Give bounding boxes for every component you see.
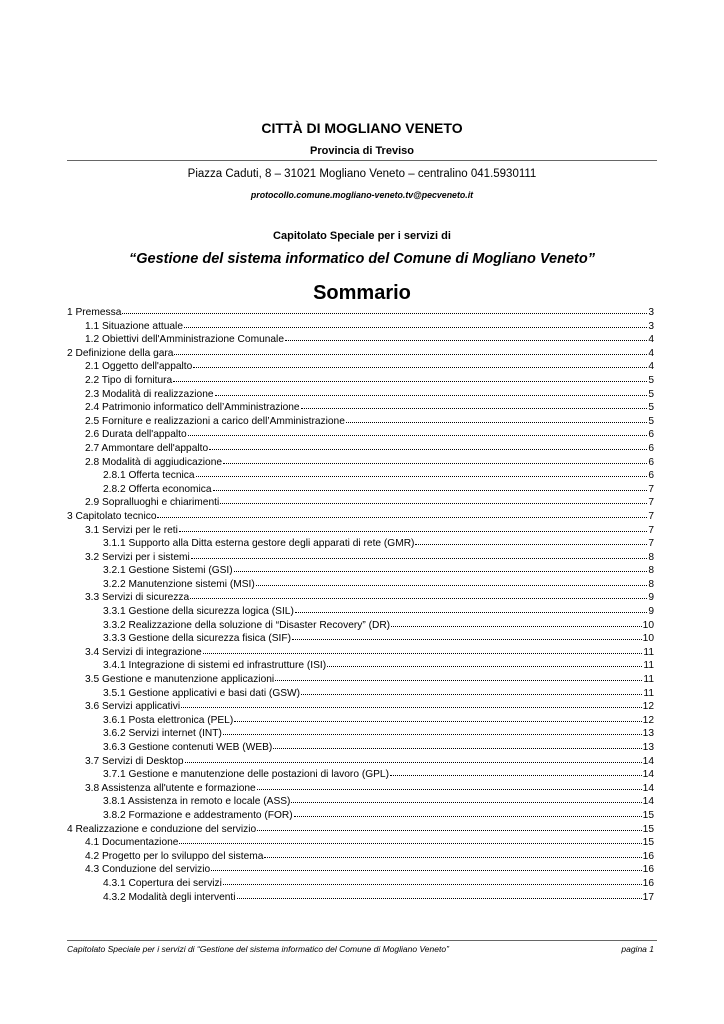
toc-entry-page: 5 (648, 374, 654, 386)
table-of-contents (67, 306, 654, 904)
toc-dot-leader (215, 387, 648, 396)
toc-entry-page: 17 (642, 891, 654, 903)
toc-entry[interactable] (67, 578, 654, 592)
toc-entry-page: 3 (648, 307, 654, 318)
toc-entry-label: 4.3.2 Modalità degli interventi (103, 891, 236, 903)
toc-entry-label: 2 Definizione della gara (67, 347, 174, 359)
toc-entry-label: 2.8.1 Offerta tecnica (103, 470, 195, 482)
header-divider (67, 160, 657, 161)
toc-entry-label: 3.6.2 Servizi internet (INT) (103, 728, 222, 740)
toc-entry-page: 13 (642, 728, 654, 740)
toc-dot-leader (237, 890, 642, 899)
toc-entry[interactable] (67, 863, 654, 877)
toc-entry-label: 4.3 Conduzione del servizio (85, 864, 211, 876)
toc-entry-label: 2.7 Ammontare dell'appalto (85, 442, 209, 454)
toc-entry[interactable] (67, 741, 654, 755)
toc-entry-page: 13 (642, 742, 654, 753)
toc-dot-leader (273, 740, 641, 749)
toc-entry[interactable] (67, 700, 654, 714)
toc-entry[interactable] (67, 347, 654, 361)
toc-dot-leader (220, 495, 647, 504)
toc-entry[interactable] (67, 891, 654, 905)
toc-dot-leader (223, 455, 647, 464)
toc-entry-label: 3.6.3 Gestione contenuti WEB (WEB) (103, 742, 273, 753)
toc-entry-label: 3 Capitolato tecnico (67, 510, 157, 522)
toc-entry-page: 7 (648, 497, 654, 509)
toc-dot-leader (346, 414, 647, 423)
toc-entry[interactable] (67, 727, 654, 741)
toc-dot-leader (292, 631, 642, 640)
toc-entry-page: 14 (642, 769, 654, 781)
toc-entry-label: 2.1 Oggetto dell'appalto (85, 361, 193, 373)
toc-entry[interactable] (67, 673, 654, 687)
toc-entry[interactable] (67, 551, 654, 565)
toc-dot-leader (209, 441, 647, 450)
toc-entry-page: 4 (648, 334, 654, 346)
toc-entry-label: 4 Realizzazione e conduzione del servizio (67, 823, 257, 835)
toc-entry[interactable] (67, 619, 654, 633)
toc-entry-label: 3.3.1 Gestione della sicurezza logica (SIL) (103, 606, 294, 618)
toc-dot-leader (122, 305, 647, 314)
toc-entry-label: 1 Premessa (67, 307, 122, 318)
toc-entry[interactable] (67, 537, 654, 551)
toc-entry-label: 3.8.1 Assistenza in remoto e locale (ASS) (103, 796, 291, 808)
toc-entry-page: 5 (648, 415, 654, 427)
toc-entry-label: 3.7.1 Gestione e manutenzione delle postazioni di lavoro (GPL) (103, 769, 389, 781)
toc-entry[interactable] (67, 360, 654, 374)
toc-dot-leader (223, 726, 642, 735)
toc-entry-label: 2.9 Sopralluoghi e chiarimenti (85, 497, 220, 509)
toc-entry-label: 2.8 Modalità di aggiudicazione (85, 456, 223, 468)
toc-dot-leader (234, 713, 641, 722)
toc-entry-page: 7 (648, 524, 654, 536)
toc-entry-label: 3.3.2 Realizzazione della soluzione di “Disaster Recovery” (DR) (103, 619, 391, 631)
toc-entry[interactable] (67, 388, 654, 402)
toc-entry[interactable] (67, 442, 654, 456)
toc-entry[interactable] (67, 333, 654, 347)
toc-entry[interactable] (67, 456, 654, 470)
toc-entry-page: 10 (642, 633, 654, 645)
toc-entry-page: 5 (648, 402, 654, 414)
toc-entry[interactable] (67, 320, 654, 334)
toc-dot-leader (291, 794, 641, 803)
toc-entry[interactable] (67, 782, 654, 796)
toc-entry-label: 3.8 Assistenza all'utente e formazione (85, 782, 256, 794)
toc-entry-page: 16 (642, 877, 654, 889)
toc-dot-leader (415, 536, 647, 545)
toc-entry[interactable] (67, 605, 654, 619)
toc-entry[interactable] (67, 591, 654, 605)
toc-entry-page: 16 (642, 864, 654, 876)
toc-entry-page: 3 (648, 320, 654, 332)
toc-dot-leader (179, 523, 647, 532)
toc-dot-leader (264, 849, 641, 858)
toc-entry[interactable] (67, 714, 654, 728)
toc-entry[interactable] (67, 524, 654, 538)
toc-entry-label: 3.1 Servizi per le reti (85, 524, 178, 536)
toc-entry-page: 15 (642, 823, 654, 835)
toc-entry-page: 9 (648, 606, 654, 618)
toc-entry-page: 11 (643, 687, 654, 699)
toc-entry-page: 14 (642, 796, 654, 808)
page-footer (67, 944, 654, 954)
toc-entry-label: 3.5 Gestione e manutenzione applicazioni (85, 674, 275, 686)
toc-entry-label: 3.2.2 Manutenzione sistemi (MSI) (103, 578, 255, 590)
toc-entry-page: 6 (648, 456, 654, 468)
toc-entry-page: 7 (648, 483, 654, 495)
toc-dot-leader (285, 332, 647, 341)
toc-dot-leader (391, 618, 642, 627)
toc-dot-leader (275, 672, 642, 681)
capitolato-subtitle: Capitolato Speciale per i servizi di (273, 230, 451, 242)
toc-dot-leader (301, 400, 648, 409)
toc-entry-page: 7 (648, 538, 654, 550)
toc-entry[interactable] (67, 877, 654, 891)
toc-entry-page: 5 (648, 388, 654, 400)
toc-dot-leader (294, 808, 642, 817)
toc-entry-page: 14 (642, 755, 654, 767)
document-title: “Gestione del sistema informatico del Comune di Mogliano Veneto” (129, 251, 595, 267)
toc-entry-page: 12 (642, 714, 654, 726)
toc-entry-label: 4.1 Documentazione (85, 837, 179, 849)
toc-dot-leader (223, 876, 642, 885)
toc-entry[interactable] (67, 755, 654, 769)
toc-dot-leader (213, 482, 648, 491)
toc-entry-label: 2.5 Forniture e realizzazioni a carico dell’Amministrazione (85, 415, 345, 427)
toc-entry-page: 6 (648, 429, 654, 441)
toc-entry[interactable] (67, 823, 654, 837)
toc-dot-leader (256, 577, 648, 586)
toc-entry[interactable] (67, 306, 654, 320)
toc-entry-page: 9 (648, 592, 654, 604)
toc-entry-label: 3.6 Servizi applicativi (85, 701, 181, 713)
toc-entry[interactable] (67, 687, 654, 701)
toc-entry[interactable] (67, 850, 654, 864)
toc-entry-label: 4.3.1 Copertura dei servizi (103, 877, 222, 889)
toc-entry-page: 4 (648, 347, 654, 359)
city-name: CITTÀ DI MOGLIANO VENETO (261, 120, 463, 136)
toc-entry-page: 8 (648, 565, 654, 577)
toc-entry[interactable] (67, 469, 654, 483)
toc-entry-label: 2.3 Modalità di realizzazione (85, 388, 214, 400)
toc-dot-leader (190, 590, 647, 599)
toc-entry-page: 11 (643, 674, 654, 686)
toc-entry-label: 3.3.3 Gestione della sicurezza fisica (SIF) (103, 633, 291, 645)
toc-dot-leader (185, 754, 642, 763)
toc-dot-leader (327, 658, 642, 667)
toc-entry[interactable] (67, 374, 654, 388)
toc-dot-leader (157, 509, 647, 518)
toc-entry-label: 2.8.2 Offerta economica (103, 483, 212, 495)
toc-dot-leader (257, 781, 642, 790)
toc-dot-leader (173, 373, 647, 382)
address-line: Piazza Caduti, 8 – 31021 Mogliano Veneto – centralino 041.5930111 (187, 168, 537, 180)
toc-entry-label: 3.7 Servizi di Desktop (85, 755, 184, 767)
toc-dot-leader (179, 835, 641, 844)
toc-entry-label: 1.2 Obiettivi dell'Amministrazione Comunale (85, 334, 284, 346)
toc-entry-page: 15 (642, 809, 654, 821)
toc-dot-leader (184, 319, 647, 328)
toc-entry[interactable] (67, 483, 654, 497)
toc-entry-page: 6 (648, 442, 654, 454)
toc-entry-label: 3.2 Servizi per i sistemi (85, 551, 190, 563)
toc-dot-leader (203, 645, 643, 654)
toc-heading: Sommario (313, 282, 411, 304)
toc-entry-label: 2.6 Durata dell'appalto (85, 429, 187, 441)
toc-dot-leader (196, 468, 648, 477)
toc-entry-page: 7 (648, 510, 654, 522)
toc-entry-page: 11 (643, 646, 654, 658)
toc-entry-label: 3.1.1 Supporto alla Ditta esterna gestore degli apparati di rete (GMR) (103, 538, 415, 550)
toc-entry-page: 10 (642, 619, 654, 631)
toc-dot-leader (301, 686, 642, 695)
toc-entry-page: 11 (643, 660, 654, 672)
toc-dot-leader (257, 822, 642, 831)
footer-title: Capitolato Speciale per i servizi di “Gestione del sistema informatico del Comune di Mogliano Veneto” (67, 944, 449, 954)
toc-dot-leader (191, 550, 648, 559)
toc-entry-page: 12 (642, 701, 654, 713)
toc-entry[interactable] (67, 809, 654, 823)
toc-dot-leader (181, 699, 642, 708)
toc-entry[interactable] (67, 496, 654, 510)
toc-entry-page: 6 (648, 470, 654, 482)
toc-entry[interactable] (67, 401, 654, 415)
toc-entry-label: 3.3 Servizi di sicurezza (85, 592, 190, 604)
toc-entry[interactable] (67, 564, 654, 578)
toc-entry[interactable] (67, 646, 654, 660)
toc-entry-label: 3.6.1 Posta elettronica (PEL) (103, 714, 234, 726)
toc-entry-label: 3.5.1 Gestione applicativi e basi dati (GSW) (103, 687, 301, 699)
toc-entry[interactable] (67, 768, 654, 782)
toc-entry[interactable] (67, 795, 654, 809)
toc-dot-leader (234, 563, 648, 572)
toc-entry[interactable] (67, 632, 654, 646)
toc-entry[interactable] (67, 659, 654, 673)
toc-entry-page: 15 (642, 837, 654, 849)
toc-entry[interactable] (67, 428, 654, 442)
toc-dot-leader (390, 767, 642, 776)
toc-entry-label: 3.4 Servizi di integrazione (85, 646, 202, 658)
province-name: Provincia di Treviso (310, 145, 414, 157)
toc-dot-leader (193, 359, 647, 368)
toc-dot-leader (295, 604, 647, 613)
toc-dot-leader (174, 346, 647, 355)
toc-entry-label: 1.1 Situazione attuale (85, 320, 183, 332)
toc-dot-leader (211, 862, 642, 871)
toc-entry-label: 3.8.2 Formazione e addestramento (FOR) (103, 809, 293, 821)
pec-email: protocollo.comune.mogliano-veneto.tv@pecveneto.it (250, 190, 474, 200)
toc-entry[interactable] (67, 415, 654, 429)
toc-entry-label: 4.2 Progetto per lo sviluppo del sistema (85, 850, 264, 862)
footer-divider (67, 940, 657, 941)
toc-entry[interactable] (67, 510, 654, 524)
toc-entry-page: 14 (642, 782, 654, 794)
toc-entry-page: 8 (648, 578, 654, 590)
toc-dot-leader (188, 427, 648, 436)
toc-entry-page: 8 (648, 551, 654, 563)
toc-entry-label: 2.4 Patrimonio informatico dell’Amministrazione (85, 402, 300, 414)
toc-entry-page: 16 (642, 850, 654, 862)
toc-entry-label: 3.2.1 Gestione Sistemi (GSI) (103, 565, 233, 577)
toc-entry-label: 3.4.1 Integrazione di sistemi ed infrastrutture (ISI) (103, 660, 327, 672)
toc-entry-page: 4 (648, 361, 654, 373)
footer-page-number: pagina 1 (621, 944, 654, 954)
toc-entry[interactable] (67, 836, 654, 850)
toc-entry-label: 2.2 Tipo di fornitura (85, 374, 173, 386)
